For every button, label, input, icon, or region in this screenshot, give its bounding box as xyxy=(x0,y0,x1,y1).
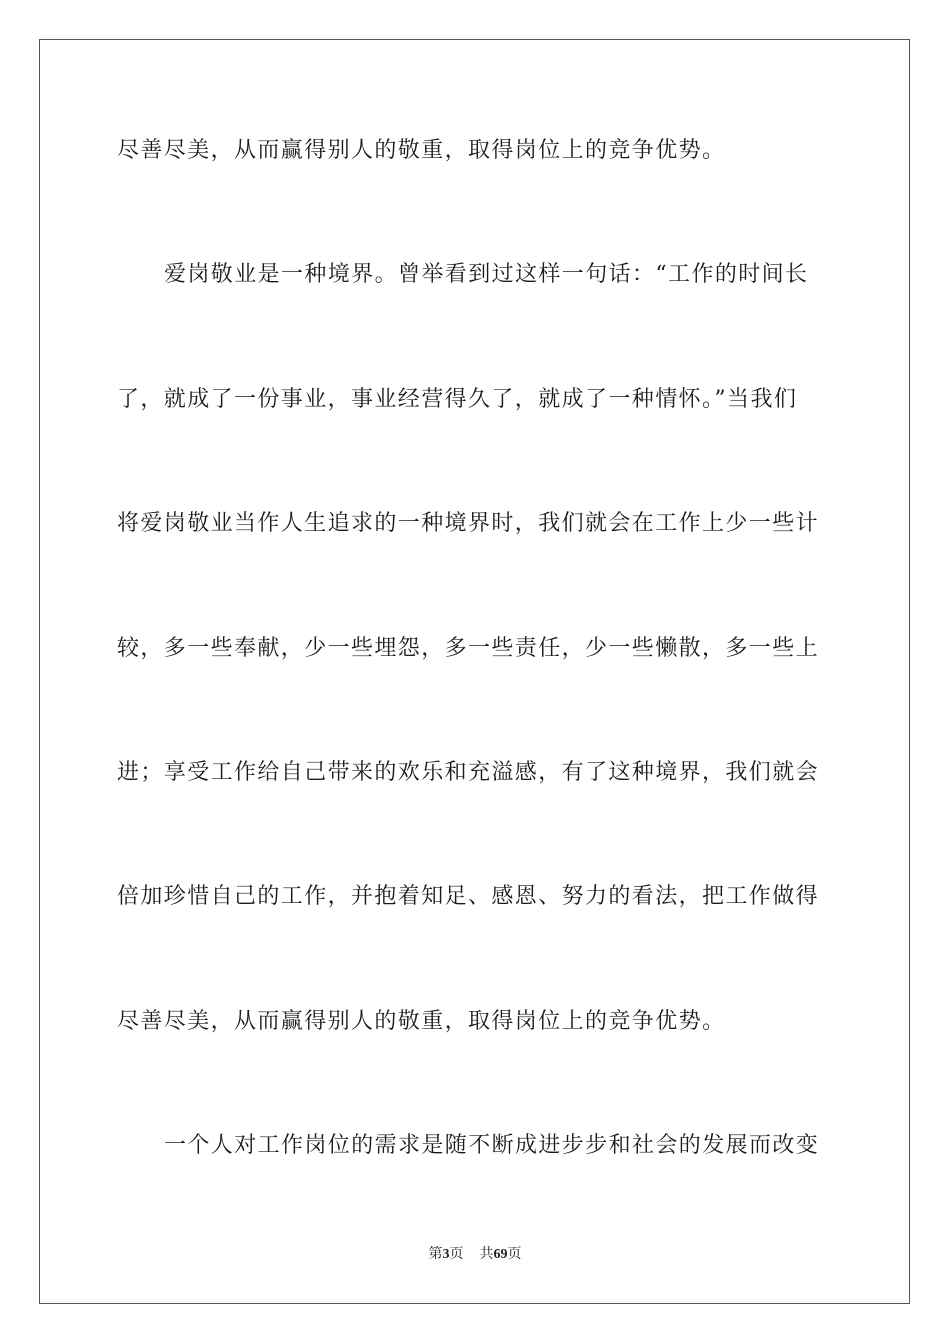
paragraph-line: 爱岗敬业是一种境界。曾举看到过这样一句话：“工作的时间长 xyxy=(164,262,809,287)
paragraph-line: 较，多一些奉献，少一些埋怨，多一些责任，少一些懒散，多一些上 xyxy=(117,636,820,661)
total-suffix: 页 xyxy=(507,1247,522,1262)
paragraph-line: 进；享受工作给自己带来的欢乐和充溢感，有了这种境界，我们就会 xyxy=(117,760,820,785)
page-suffix: 页 xyxy=(449,1247,464,1262)
paragraph-line: 尽善尽美，从而赢得别人的敬重，取得岗位上的竞争优势。 xyxy=(117,138,726,163)
paragraph-line: 一个人对工作岗位的需求是随不断成进步步和社会的发展而改变 xyxy=(164,1133,820,1158)
page-prefix: 第 xyxy=(428,1247,443,1262)
paragraph-line: 将爱岗敬业当作人生追求的一种境界时，我们就会在工作上少一些计 xyxy=(117,511,820,536)
paragraph-line: 倍加珍惜自己的工作，并抱着知足、感恩、努力的看法，把工作做得 xyxy=(117,884,820,909)
total-pages: 69 xyxy=(493,1247,508,1262)
paragraph-line: 了，就成了一份事业，事业经营得久了，就成了一种情怀。”当我们 xyxy=(117,387,798,412)
page-number: 3 xyxy=(442,1247,450,1262)
total-prefix: 共 xyxy=(479,1247,494,1262)
page-border xyxy=(39,39,910,1304)
paragraph-line: 尽善尽美，从而赢得别人的敬重，取得岗位上的竞争优势。 xyxy=(117,1009,726,1034)
page-footer xyxy=(0,1245,950,1265)
